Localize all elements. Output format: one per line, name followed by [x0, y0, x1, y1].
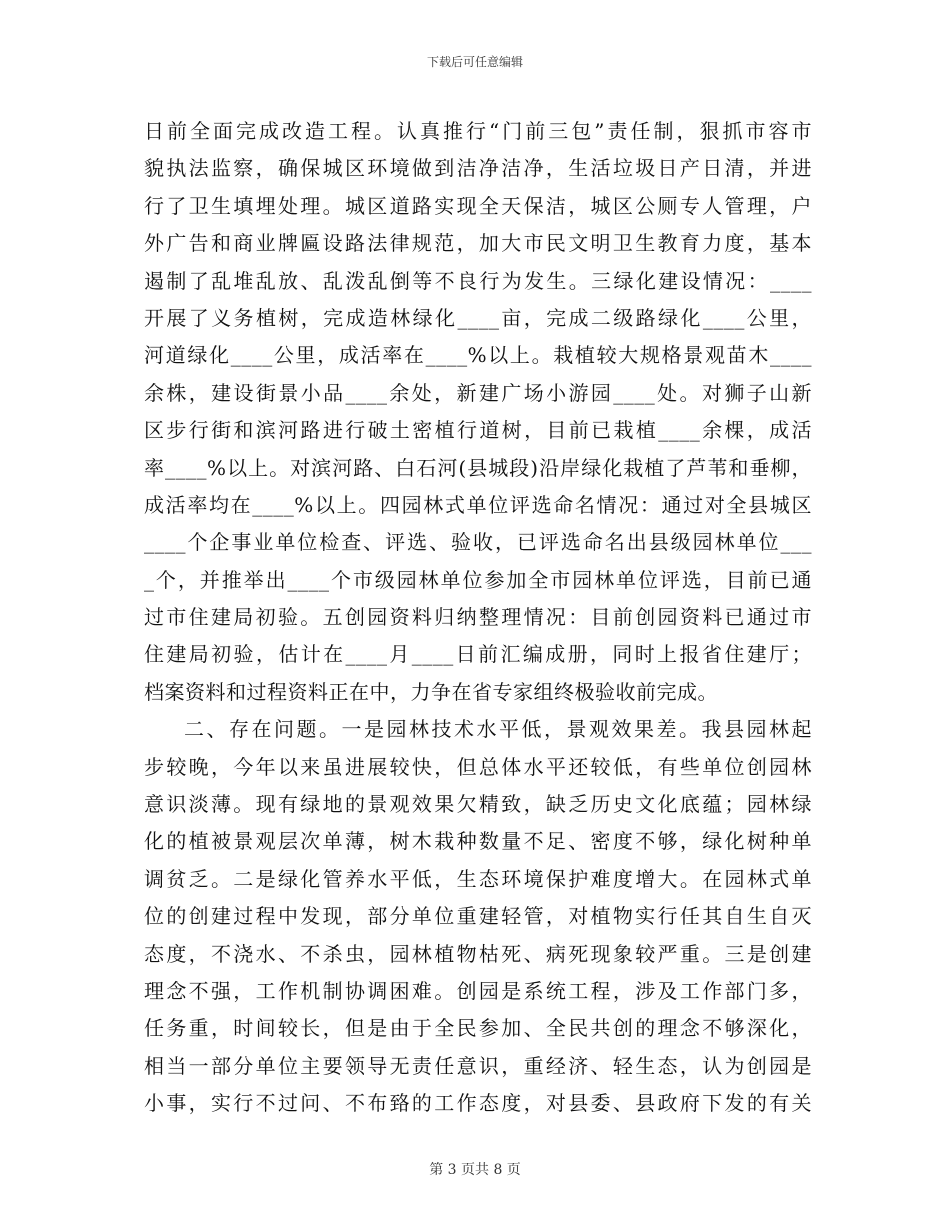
text-line: 任务重，时间较长，但是由于全民参加、全民共创的理念不够深化， [144, 1016, 812, 1041]
text-line: 成活率均在____%以上。四园林式单位评选命名情况：通过对全县城区 [144, 492, 812, 517]
text-line: _个，并推举出____个市级园林单位参加全市园林单位评选，目前已通 [144, 567, 812, 592]
text-line: 步较晚，今年以来虽进展较快，但总体水平还较低，有些单位创园林 [144, 754, 812, 779]
text-line: 位的创建过程中发现，部分单位重建轻管，对植物实行任其自生自灭 [144, 904, 812, 929]
document-body [144, 113, 812, 1123]
text-line: 调贫乏。二是绿化管养水平低，生态环境保护难度增大。在园林式单 [144, 866, 812, 891]
text-line: 河道绿化____公里，成活率在____%以上。栽植较大规格景观苗木____ [144, 343, 812, 368]
text-line: 开展了义务植树，完成造林绿化____亩，完成二级路绿化____公里， [144, 305, 812, 330]
text-line: 小事，实行不过问、不布臵的工作态度，对县委、县政府下发的有关 [144, 1091, 812, 1116]
text-line: 理念不强，工作机制协调困难。创园是系统工程，涉及工作部门多， [144, 978, 812, 1003]
text-line: 化的植被景观层次单薄，树木栽种数量不足、密度不够，绿化树种单 [144, 829, 812, 854]
text-line: 日前全面完成改造工程。认真推行“门前三包”责任制，狠抓市容市 [144, 119, 812, 143]
text-line: 相当一部分单位主要领导无责任意识，重经济、轻生态，认为创园是 [144, 1053, 812, 1078]
text-line: 行了卫生填埋处理。城区道路实现全天保洁，城区公厕专人管理，户 [144, 193, 812, 218]
text-line: 意识淡薄。现有绿地的景观效果欠精致，缺乏历史文化底蕴；园林绿 [144, 792, 812, 817]
text-line: 貌执法监察，确保城区环境做到洁净洁净，生活垃圾日产日清，并进 [144, 156, 812, 181]
text-line: 过市住建局初验。五创园资料归纳整理情况：目前创园资料已通过市 [144, 605, 812, 630]
text-line: 遏制了乱堆乱放、乱泼乱倒等不良行为发生。三绿化建设情况：____ [144, 268, 812, 293]
text-line: ____个企事业单位检查、评选、验收，已评选命名出县级园林单位___ [144, 530, 812, 555]
text-line: 余株，建设街景小品____余处，新建广场小游园____处。对狮子山新 [144, 380, 812, 405]
text-line: 态度，不浇水、不杀虫，园林植物枯死、病死现象较严重。三是创建 [144, 941, 812, 966]
paragraph [144, 711, 812, 1122]
text-line: 档案资料和过程资料正在中，力争在省专家组终极验收前完成。 [144, 679, 718, 704]
page-footer: 第 3 页共 8 页 [429, 1162, 521, 1178]
text-line: 住建局初验，估计在____月____日前汇编成册，同时上报省住建厅； [144, 642, 812, 667]
text-line: 二、存在问题。一是园林技术水平低，景观效果差。我县园林起 [184, 717, 812, 742]
page-header: 下载后可任意编辑 [426, 55, 523, 69]
text-line: 外广告和商业牌匾设路法律规范，加大市民文明卫生教育力度，基本 [144, 231, 812, 256]
paragraph [144, 113, 812, 711]
text-line: 率____%以上。对滨河路、白石河(县城段)沿岸绿化栽植了芦苇和垂柳， [144, 455, 812, 480]
text-line: 区步行街和滨河路进行破土密植行道树，目前已栽植____余棵，成活 [144, 418, 812, 443]
